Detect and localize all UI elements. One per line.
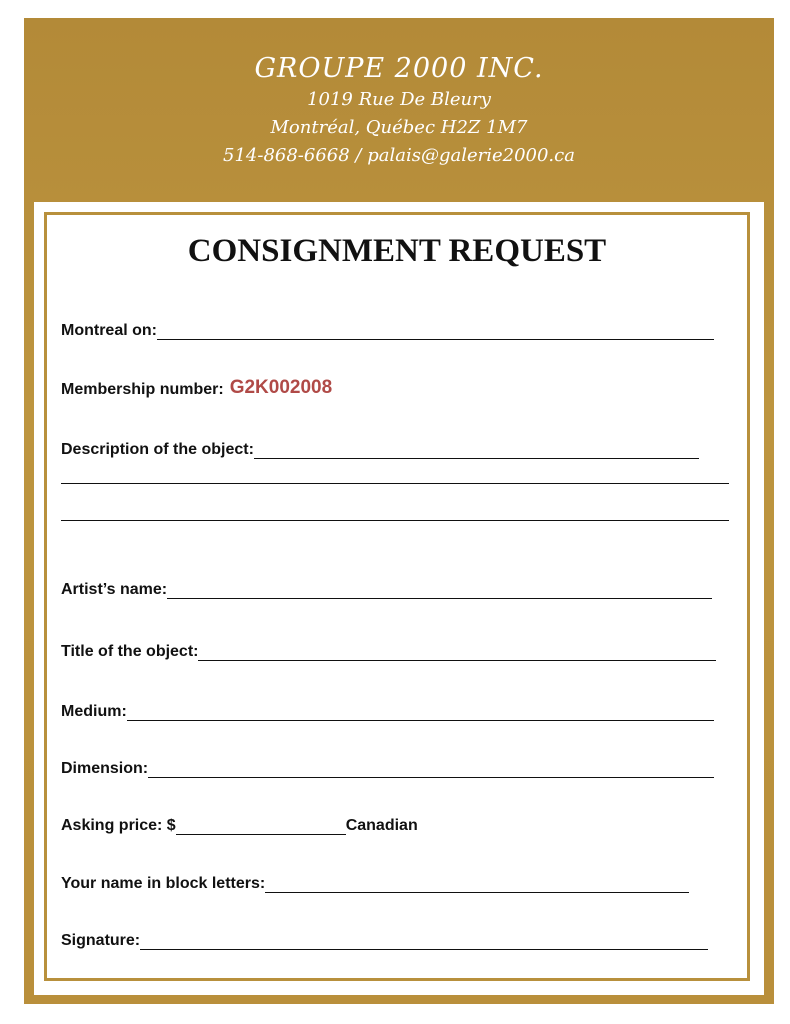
dimension-row bbox=[61, 756, 714, 778]
description-label: Description of the object: bbox=[61, 441, 254, 458]
description-line-3[interactable] bbox=[61, 520, 729, 521]
montreal-on-label: Montreal on: bbox=[61, 322, 157, 339]
montreal-on-field[interactable] bbox=[157, 322, 714, 340]
asking-price-field[interactable] bbox=[176, 817, 346, 835]
block-name-row bbox=[61, 871, 689, 893]
artist-row bbox=[61, 577, 712, 599]
medium-label: Medium: bbox=[61, 703, 127, 720]
medium-field[interactable] bbox=[127, 703, 714, 721]
signature-field[interactable] bbox=[140, 932, 708, 950]
form-paper bbox=[34, 202, 764, 995]
object-title-label: Title of the object: bbox=[61, 643, 199, 660]
company-name: GROUPE 2000 INC. bbox=[254, 53, 544, 84]
street-address: 1019 Rue De Bleury bbox=[307, 89, 491, 110]
letterhead bbox=[24, 52, 774, 170]
contact-info: 514-868-6668 / palais@galerie2000.ca bbox=[223, 145, 575, 166]
asking-price-label: Asking price: $ bbox=[61, 817, 176, 834]
artist-field[interactable] bbox=[167, 581, 712, 599]
membership-label: Membership number: bbox=[61, 381, 224, 398]
membership-number: G2K002008 bbox=[229, 377, 333, 398]
membership-row bbox=[61, 377, 332, 399]
block-name-field[interactable] bbox=[265, 875, 689, 893]
object-title-field[interactable] bbox=[198, 643, 716, 661]
signature-label: Signature: bbox=[61, 932, 141, 949]
object-title-row bbox=[61, 639, 716, 661]
montreal-on-row bbox=[61, 318, 714, 340]
city-address: Montréal, Québec H2Z 1M7 bbox=[270, 117, 528, 138]
description-field[interactable] bbox=[254, 441, 699, 459]
medium-row bbox=[61, 699, 714, 721]
form-title: CONSIGNMENT REQUEST bbox=[187, 233, 607, 269]
form-frame bbox=[44, 212, 750, 981]
asking-price-row bbox=[61, 813, 418, 835]
description-line-2[interactable] bbox=[61, 483, 729, 484]
signature-row bbox=[61, 928, 708, 950]
dimension-field[interactable] bbox=[148, 760, 714, 778]
block-name-label: Your name in block letters: bbox=[61, 875, 266, 892]
dimension-label: Dimension: bbox=[61, 760, 149, 777]
currency-label: Canadian bbox=[345, 817, 418, 834]
artist-label: Artist’s name: bbox=[61, 581, 168, 598]
document-sheet bbox=[24, 18, 774, 1004]
description-row bbox=[61, 437, 699, 459]
